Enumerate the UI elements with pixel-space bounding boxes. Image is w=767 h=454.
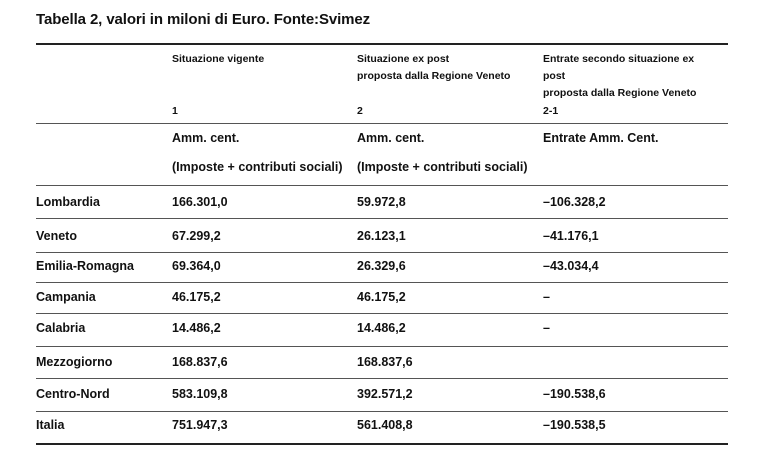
row-label-centro-nord: Centro-Nord xyxy=(36,387,110,401)
row-divider xyxy=(36,378,728,379)
col1-header: Situazione vigente xyxy=(172,53,265,65)
row-divider xyxy=(36,346,728,347)
row-emilia-romagna-v3: –43.034,4 xyxy=(543,259,599,273)
row-label-italia: Italia xyxy=(36,418,65,432)
row-italia-v3: –190.538,5 xyxy=(543,418,606,432)
row-centro-nord-v1: 583.109,8 xyxy=(172,387,228,401)
row-calabria-v1: 14.486,2 xyxy=(172,321,221,335)
row-label-calabria: Calabria xyxy=(36,321,86,335)
row-campania-v3: – xyxy=(543,290,550,304)
col3-number: 2-1 xyxy=(543,105,559,117)
row-emilia-romagna-v1: 69.364,0 xyxy=(172,259,221,273)
col1-number: 1 xyxy=(172,105,178,117)
col2-subheader-a: Amm. cent. xyxy=(357,131,425,145)
row-veneto-v1: 67.299,2 xyxy=(172,229,221,243)
bottom-rule xyxy=(36,443,728,445)
row-lombardia-v1: 166.301,0 xyxy=(172,195,228,209)
row-divider xyxy=(36,313,728,314)
row-emilia-romagna-v2: 26.329,6 xyxy=(357,259,406,273)
row-veneto-v2: 26.123,1 xyxy=(357,229,406,243)
row-divider xyxy=(36,218,728,219)
col3-header-line2: post xyxy=(543,70,566,82)
table-title: Tabella 2, valori in miloni di Euro. Fonte:Svimez xyxy=(36,11,371,28)
row-centro-nord-v2: 392.571,2 xyxy=(357,387,413,401)
header-rule xyxy=(36,123,728,124)
row-italia-v1: 751.947,3 xyxy=(172,418,228,432)
row-label-lombardia: Lombardia xyxy=(36,195,100,209)
row-centro-nord-v3: –190.538,6 xyxy=(543,387,606,401)
col1-subheader-a: Amm. cent. xyxy=(172,131,240,145)
col3-subheader-a: Entrate Amm. Cent. xyxy=(543,131,659,145)
row-campania-v2: 46.175,2 xyxy=(357,290,406,304)
col1-subheader-b: (Imposte + contributi sociali) xyxy=(172,160,343,174)
row-calabria-v2: 14.486,2 xyxy=(357,321,406,335)
row-divider xyxy=(36,282,728,283)
col3-header-line3: proposta dalla Regione Veneto xyxy=(543,87,697,99)
row-divider xyxy=(36,252,728,253)
row-lombardia-v2: 59.972,8 xyxy=(357,195,406,209)
col3-header-line1: Entrate secondo situazione ex xyxy=(543,53,695,65)
row-mezzogiorno-v1: 168.837,6 xyxy=(172,355,228,369)
row-label-campania: Campania xyxy=(36,290,96,304)
col2-subheader-b: (Imposte + contributi sociali) xyxy=(357,160,528,174)
col2-number: 2 xyxy=(357,105,363,117)
row-campania-v1: 46.175,2 xyxy=(172,290,221,304)
col2-header-line2: proposta dalla Regione Veneto xyxy=(357,70,511,82)
row-label-emilia-romagna: Emilia-Romagna xyxy=(36,259,134,273)
row-mezzogiorno-v2: 168.837,6 xyxy=(357,355,413,369)
row-italia-v2: 561.408,8 xyxy=(357,418,413,432)
row-veneto-v3: –41.176,1 xyxy=(543,229,599,243)
row-divider xyxy=(36,411,728,412)
top-rule xyxy=(36,43,728,45)
row-label-veneto: Veneto xyxy=(36,229,77,243)
row-lombardia-v3: –106.328,2 xyxy=(543,195,606,209)
subheader-rule xyxy=(36,185,728,186)
row-calabria-v3: – xyxy=(543,321,550,335)
col2-header-line1: Situazione ex post xyxy=(357,53,450,65)
row-label-mezzogiorno: Mezzogiorno xyxy=(36,355,113,369)
